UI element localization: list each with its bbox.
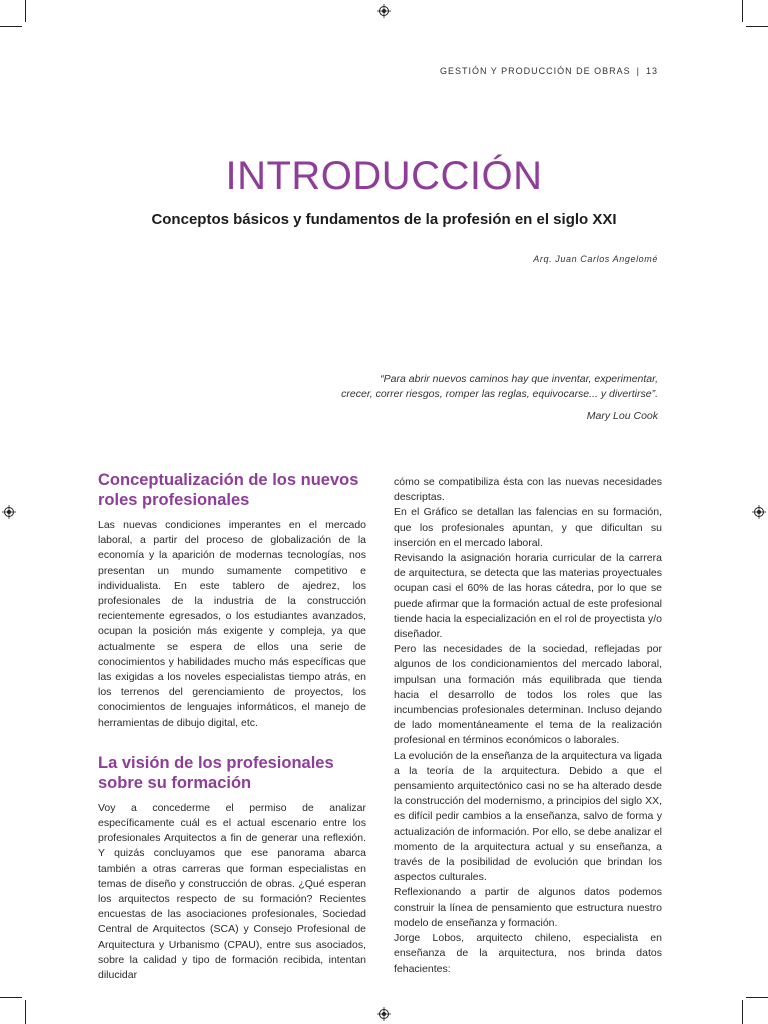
registration-mark-icon	[752, 505, 766, 519]
crop-mark-left-top-h	[0, 26, 22, 27]
epigraph-line-1: “Para abrir nuevos caminos hay que inventar, experimentar,	[380, 373, 658, 385]
epigraph-line-2: crecer, correr riesgos, romper las reglas, equivocarse... y divertirse”.	[341, 388, 658, 400]
crop-mark-top-right	[742, 0, 743, 22]
right-column	[394, 475, 662, 977]
section-body-vision: Voy a concederme el permiso de analizar específicamente cuál es el actual escenario entre los profesionales Arquitectos a fin de generar una reflexión. Y quizás concluyamos que ese panorama abarca también a otras carreras que forman especialistas en temas de diseño y construcción de obras. ¿Qué esperan los arquitectos respecto de su formación? Recientes encuestas de las asociaciones profesionales, Sociedad Central de Arquitectos (SCA) y Consejo Profesional de Arquitectura y Urbanismo (CPAU), entre sus asociados, sobre la calidad y tipo de formación recibida, intentan dilucidar	[98, 801, 366, 982]
registration-mark-icon	[2, 505, 16, 519]
registration-mark-icon	[377, 1007, 391, 1021]
page-title: INTRODUCCIÓN	[225, 154, 543, 198]
crop-mark-bottom-right	[742, 1000, 743, 1024]
paragraph: Reflexionando a partir de algunos datos podemos construir la línea de pensamiento que estructura nuestro modelo de enseñanza y formación.	[394, 886, 662, 929]
section-heading-roles: Conceptualización de los nuevos roles profesionales	[98, 471, 359, 509]
running-header-section: GESTIÓN Y PRODUCCIÓN DE OBRAS	[439, 66, 631, 76]
paragraph: Revisando la asignación horaria curricular de la carrera de arquitectura, se detecta que las materias proyectuales ocupan casi el 60% de las horas cátedra, por lo que se puede afirmar que la formación actual de este profesional tiende hacia la especialización en el rol de proyectista y/o diseñador.	[394, 552, 662, 641]
paragraph: Jorge Lobos, arquitecto chileno, especialista en enseñanza de la arquitectura, nos brinda datos fehacientes:	[394, 932, 662, 975]
paragraph: Pero las necesidades de la sociedad, reflejadas por algunos de los condicionamientos del mercado laboral, impulsan una formación más equilibrada que tienda hacia el desarrollo de todos los roles que las incumbencias profesionales determinan. Incluso dejando de lado momentáneamente el tema de la realización profesional en términos económicos o laborales.	[394, 643, 662, 747]
left-column	[98, 470, 366, 983]
epigraph-quote	[238, 372, 658, 402]
running-header	[440, 66, 658, 76]
section-heading-vision: La visión de los profesionales sobre su formación	[98, 753, 334, 792]
crop-mark-bottom-left	[25, 1000, 26, 1024]
registration-mark-icon	[377, 4, 391, 18]
crop-mark-right-top-h	[746, 26, 768, 27]
crop-mark-right-bottom-h	[746, 997, 768, 998]
crop-mark-left-bottom-h	[0, 997, 22, 998]
paragraph: cómo se compatibiliza ésta con las nuevas necesidades descriptas.	[394, 476, 662, 504]
epigraph-attribution: Mary Lou Cook	[586, 410, 658, 422]
page-number: 13	[645, 66, 658, 76]
running-header-separator: |	[636, 66, 640, 76]
paragraph: La evolución de la enseñanza de la arquitectura va ligada a la teoría de la arquitectura. Debido a que el pensamiento arquitectónico casi no se ha alterado desde la construcción del modernismo, a principios del siglo XX, es difícil pedir cambios a la enseñanza, salvo de forma y actualización de información. Por ello, se debe analizar el momento de la arquitectura actual y su enseñanza, a través de la posibilidad de evolución que brindan los aspectos culturales.	[394, 749, 662, 884]
page-subtitle: Conceptos básicos y fundamentos de la profesión en el siglo XXI	[151, 211, 617, 228]
author-byline: Arq. Juan Carlos Angelomé	[533, 254, 658, 264]
crop-mark-top-left	[25, 0, 26, 22]
section-body-roles: Las nuevas condiciones imperantes en el mercado laboral, a partir del proceso de globalización de la economía y la aparición de modernas tecnologías, nos presentan un mundo sumamente competitivo e individualista. En este tablero de ajedrez, los profesionales de la industria de la construcción recientemente egresados, o los estudiantes avanzados, ocupan la posición más exigente y compleja, ya que actualmente se espera de ellos una serie de conocimientos y habilidades mucho más específicas que las exigidas a los noveles especialistas tiempo atrás, en los terrenos del gerenciamiento de proyectos, los conocimientos de lenguajes informáticos, el manejo de herramientas de dibujo digital, etc.	[98, 519, 366, 729]
paragraph: En el Gráfico se detallan las falencias en su formación, que los profesionales apuntan, y que dificultan su inserción en el mercado laboral.	[394, 506, 662, 549]
